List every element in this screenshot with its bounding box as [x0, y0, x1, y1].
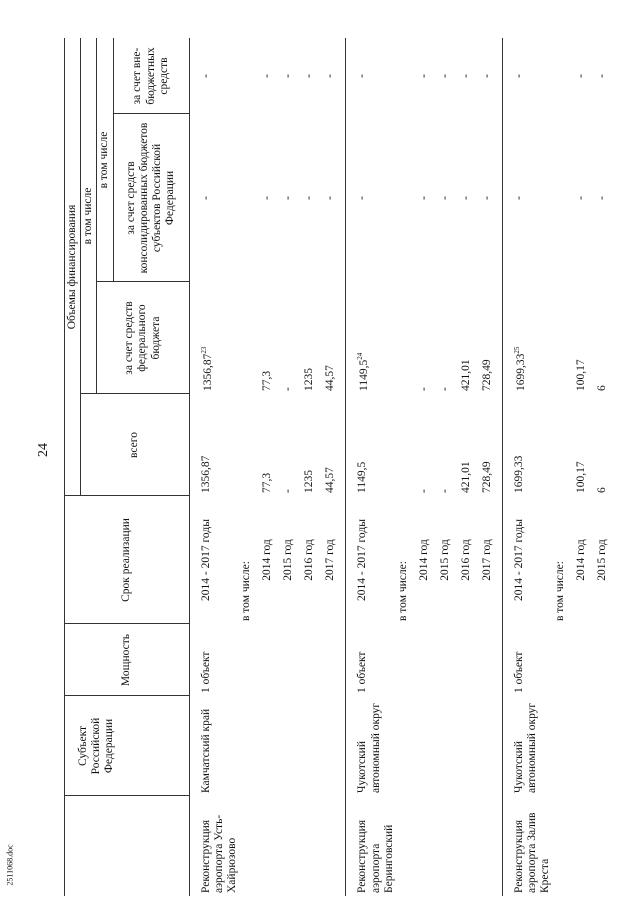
- year-row: [324, 38, 346, 896]
- project-subject: [502, 696, 553, 796]
- table-rotator: [64, 38, 638, 896]
- project-federal: [502, 282, 553, 394]
- year-extra: [460, 38, 481, 114]
- year-label-text: 2015 год: [595, 539, 608, 581]
- year-regional-text: -: [261, 196, 274, 200]
- including-label-text: в том числе:: [240, 561, 253, 621]
- including-row: [240, 38, 261, 896]
- year-extra: [418, 38, 439, 114]
- year-extra-text: -: [459, 74, 472, 78]
- year-label: [575, 496, 596, 624]
- including-row: [397, 38, 418, 896]
- year-row: [282, 38, 303, 896]
- year-federal-text: -: [417, 387, 430, 391]
- year-label: [460, 496, 481, 624]
- empty-cell: [596, 696, 617, 796]
- year-label: [481, 496, 503, 624]
- page-number: 24: [36, 443, 51, 457]
- year-federal: [596, 282, 617, 394]
- year-regional-text: -: [574, 196, 587, 200]
- header-including-2: в том числе: [97, 38, 113, 282]
- year-extra-text: -: [303, 74, 316, 78]
- table-body: [189, 38, 616, 896]
- year-total-text: 6: [595, 487, 608, 493]
- financing-table-container: [64, 38, 638, 896]
- empty-cell: [303, 796, 324, 896]
- project-total-text: 1356,87: [199, 455, 212, 493]
- year-regional-text: -: [324, 196, 337, 200]
- header-capacity: Мощность: [65, 624, 190, 696]
- year-label-text: 2016 год: [303, 539, 316, 581]
- empty-cell: [418, 796, 439, 896]
- empty-cell: [554, 696, 575, 796]
- empty-cell: [261, 796, 282, 896]
- year-extra: [596, 38, 617, 114]
- year-label-text: 2015 год: [282, 539, 295, 581]
- header-federal: за счет средств федерального бюджета: [97, 282, 189, 394]
- year-regional: [418, 114, 439, 282]
- project-name: [189, 796, 240, 896]
- empty-cell: [460, 624, 481, 696]
- year-extra: [575, 38, 596, 114]
- year-total-text: -: [417, 489, 430, 493]
- year-total: [303, 394, 324, 496]
- year-regional-text: -: [438, 196, 451, 200]
- project-federal-text: 1356,87: [201, 353, 214, 391]
- empty-cell: [240, 624, 261, 696]
- year-total: [596, 394, 617, 496]
- header-regional: за счет средств консолидированных бюджетов субъектов Российской Федерации: [113, 114, 189, 282]
- year-label: [303, 496, 324, 624]
- year-extra-text: -: [261, 74, 274, 78]
- year-label: [418, 496, 439, 624]
- year-regional: [282, 114, 303, 282]
- year-extra-text: -: [282, 74, 295, 78]
- empty-cell: [575, 796, 596, 896]
- year-extra: [261, 38, 282, 114]
- year-label-text: 2017 год: [324, 539, 337, 581]
- year-regional: [481, 114, 503, 282]
- empty-cell: [282, 696, 303, 796]
- empty-cell: [240, 394, 261, 496]
- year-federal-text: 6: [595, 385, 608, 391]
- project-total-text: 1149,5: [356, 461, 369, 493]
- year-regional-text: -: [303, 196, 316, 200]
- year-label-text: 2015 год: [438, 539, 451, 581]
- year-regional-text: -: [417, 196, 430, 200]
- year-total: [324, 394, 346, 496]
- year-total: [439, 394, 460, 496]
- header-financing: Объемы финансирования: [65, 38, 81, 496]
- year-regional: [303, 114, 324, 282]
- empty-cell: [282, 624, 303, 696]
- footnote-marker: 23: [199, 346, 208, 354]
- empty-cell: [261, 624, 282, 696]
- project-subject-text: Чукотский автономный округ: [356, 702, 382, 793]
- year-total-text: 77,3: [261, 472, 274, 493]
- year-regional-text: -: [480, 196, 493, 200]
- including-label: [397, 496, 418, 624]
- year-label: [324, 496, 346, 624]
- project-subject-text: Чукотский автономный округ: [512, 702, 539, 793]
- project-extra: [502, 38, 553, 114]
- empty-cell: [460, 796, 481, 896]
- year-total: [460, 394, 481, 496]
- year-regional: [324, 114, 346, 282]
- year-total: [575, 394, 596, 496]
- year-regional-text: -: [595, 196, 608, 200]
- empty-cell: [418, 624, 439, 696]
- empty-cell: [303, 696, 324, 796]
- year-federal: [418, 282, 439, 394]
- project-extra-text: -: [356, 74, 369, 78]
- year-federal-text: -: [282, 387, 295, 391]
- empty-cell: [439, 796, 460, 896]
- empty-cell: [303, 624, 324, 696]
- document-code: 2511068.doc: [5, 844, 15, 886]
- year-label: [439, 496, 460, 624]
- empty-cell: [397, 114, 418, 282]
- project-row: [502, 38, 553, 896]
- year-total: [261, 394, 282, 496]
- year-extra-text: -: [595, 74, 608, 78]
- year-federal-text: 77,3: [261, 370, 274, 391]
- table-header: [65, 38, 190, 896]
- year-extra-text: -: [480, 74, 493, 78]
- project-name: [502, 796, 553, 896]
- project-period-text: 2014 - 2017 годы: [356, 519, 369, 601]
- year-label-text: 2014 год: [417, 539, 430, 581]
- header-subject: Субъект Российской Федерации: [65, 696, 190, 796]
- year-regional: [575, 114, 596, 282]
- year-federal-text: -: [438, 387, 451, 391]
- year-federal: [460, 282, 481, 394]
- year-extra-text: -: [417, 74, 430, 78]
- empty-cell: [418, 696, 439, 796]
- year-federal: [324, 282, 346, 394]
- empty-cell: [481, 696, 503, 796]
- header-term: Срок реализации: [65, 496, 190, 624]
- project-federal-text: 1149,5: [358, 359, 371, 391]
- project-name-text: Реконструкция аэропорта Беринговский: [356, 819, 395, 893]
- year-total-text: -: [282, 489, 295, 493]
- year-row: [481, 38, 503, 896]
- project-name-text: Реконструкция аэропорта Залив Креста: [512, 812, 552, 893]
- year-row: [575, 38, 596, 896]
- year-regional: [596, 114, 617, 282]
- including-row: [554, 38, 575, 896]
- including-label: [240, 496, 261, 624]
- empty-cell: [240, 282, 261, 394]
- empty-cell: [554, 796, 575, 896]
- empty-cell: [397, 394, 418, 496]
- header-total: всего: [81, 394, 189, 496]
- year-extra-text: -: [438, 74, 451, 78]
- project-row: [189, 38, 240, 896]
- project-extra-text: -: [199, 74, 212, 78]
- project-name-text: Реконструкция аэропорта Усть-Хайрюзово: [199, 814, 239, 893]
- empty-cell: [554, 282, 575, 394]
- project-total: [189, 394, 240, 496]
- year-label: [596, 496, 617, 624]
- empty-cell: [240, 696, 261, 796]
- year-federal: [282, 282, 303, 394]
- header-extra: за счет вне- бюджетных средств: [113, 38, 189, 114]
- year-federal: [481, 282, 503, 394]
- project-capacity-text: 1 объект: [512, 651, 525, 693]
- year-federal-text: 421,01: [459, 359, 472, 391]
- header-including: в том числе: [81, 38, 97, 394]
- year-label: [261, 496, 282, 624]
- empty-cell: [481, 796, 503, 896]
- including-label-text: в том числе:: [553, 561, 566, 621]
- project-regional-text: -: [356, 196, 369, 200]
- year-extra-text: -: [574, 74, 587, 78]
- header-object: [65, 796, 190, 896]
- year-label: [282, 496, 303, 624]
- empty-cell: [240, 38, 261, 114]
- year-federal-text: 1235: [303, 368, 316, 391]
- year-row: [460, 38, 481, 896]
- year-total: [481, 394, 503, 496]
- year-row: [596, 38, 617, 896]
- empty-cell: [439, 624, 460, 696]
- empty-cell: [554, 624, 575, 696]
- project-capacity: [189, 624, 240, 696]
- project-extra: [346, 38, 397, 114]
- year-row: [261, 38, 282, 896]
- project-total: [346, 394, 397, 496]
- year-federal-text: 728,49: [480, 359, 493, 391]
- year-regional: [439, 114, 460, 282]
- project-regional: [189, 114, 240, 282]
- empty-cell: [481, 624, 503, 696]
- project-federal: [346, 282, 397, 394]
- empty-cell: [575, 624, 596, 696]
- project-total-text: 1699,33: [512, 455, 525, 493]
- project-capacity-text: 1 объект: [356, 651, 369, 693]
- year-extra: [303, 38, 324, 114]
- year-total-text: 44,57: [324, 467, 337, 493]
- project-subject-text: Камчатский край: [199, 708, 212, 793]
- year-total-text: 728,49: [480, 461, 493, 493]
- year-federal: [439, 282, 460, 394]
- project-period: [502, 496, 553, 624]
- project-federal: [189, 282, 240, 394]
- project-total: [502, 394, 553, 496]
- year-total: [282, 394, 303, 496]
- empty-cell: [240, 796, 261, 896]
- empty-cell: [324, 696, 346, 796]
- year-total-text: 1235: [303, 470, 316, 493]
- project-subject: [346, 696, 397, 796]
- year-total-text: 421,01: [459, 461, 472, 493]
- year-federal: [303, 282, 324, 394]
- project-capacity-text: 1 объект: [199, 651, 212, 693]
- year-label-text: 2017 год: [480, 539, 493, 581]
- project-period: [189, 496, 240, 624]
- year-row: [418, 38, 439, 896]
- empty-cell: [439, 696, 460, 796]
- year-row: [439, 38, 460, 896]
- year-extra: [439, 38, 460, 114]
- project-regional-text: -: [512, 196, 525, 200]
- project-row: [346, 38, 397, 896]
- project-capacity: [346, 624, 397, 696]
- empty-cell: [397, 796, 418, 896]
- project-federal-text: 1699,33: [514, 353, 527, 391]
- project-capacity: [502, 624, 553, 696]
- year-regional-text: -: [282, 196, 295, 200]
- empty-cell: [282, 796, 303, 896]
- year-federal-text: 100,17: [574, 359, 587, 391]
- year-regional: [261, 114, 282, 282]
- year-label-text: 2016 год: [459, 539, 472, 581]
- including-label: [554, 496, 575, 624]
- empty-cell: [324, 624, 346, 696]
- year-total-text: 100,17: [574, 461, 587, 493]
- empty-cell: [324, 796, 346, 896]
- empty-cell: [397, 696, 418, 796]
- project-name: [346, 796, 397, 896]
- project-extra: [189, 38, 240, 114]
- year-extra: [324, 38, 346, 114]
- project-period-text: 2014 - 2017 годы: [512, 519, 525, 601]
- footnote-marker: 25: [512, 346, 521, 354]
- year-federal: [575, 282, 596, 394]
- project-period: [346, 496, 397, 624]
- empty-cell: [397, 38, 418, 114]
- financing-table: [64, 38, 617, 896]
- project-regional: [346, 114, 397, 282]
- year-federal: [261, 282, 282, 394]
- empty-cell: [397, 624, 418, 696]
- empty-cell: [575, 696, 596, 796]
- including-label-text: в том числе:: [396, 561, 409, 621]
- year-regional: [460, 114, 481, 282]
- year-total-text: -: [438, 489, 451, 493]
- year-row: [303, 38, 324, 896]
- year-regional-text: -: [459, 196, 472, 200]
- empty-cell: [397, 282, 418, 394]
- year-extra: [282, 38, 303, 114]
- empty-cell: [460, 696, 481, 796]
- empty-cell: [596, 624, 617, 696]
- empty-cell: [554, 394, 575, 496]
- project-extra-text: -: [512, 74, 525, 78]
- year-extra: [481, 38, 503, 114]
- empty-cell: [554, 38, 575, 114]
- empty-cell: [240, 114, 261, 282]
- project-period-text: 2014 - 2017 годы: [199, 519, 212, 601]
- empty-cell: [554, 114, 575, 282]
- year-federal-text: 44,57: [324, 365, 337, 391]
- project-regional-text: -: [199, 196, 212, 200]
- empty-cell: [596, 796, 617, 896]
- year-total: [418, 394, 439, 496]
- empty-cell: [261, 696, 282, 796]
- year-extra-text: -: [324, 74, 337, 78]
- footnote-marker: 24: [356, 352, 365, 360]
- year-label-text: 2014 год: [574, 539, 587, 581]
- project-regional: [502, 114, 553, 282]
- project-subject: [189, 696, 240, 796]
- year-label-text: 2014 год: [261, 539, 274, 581]
